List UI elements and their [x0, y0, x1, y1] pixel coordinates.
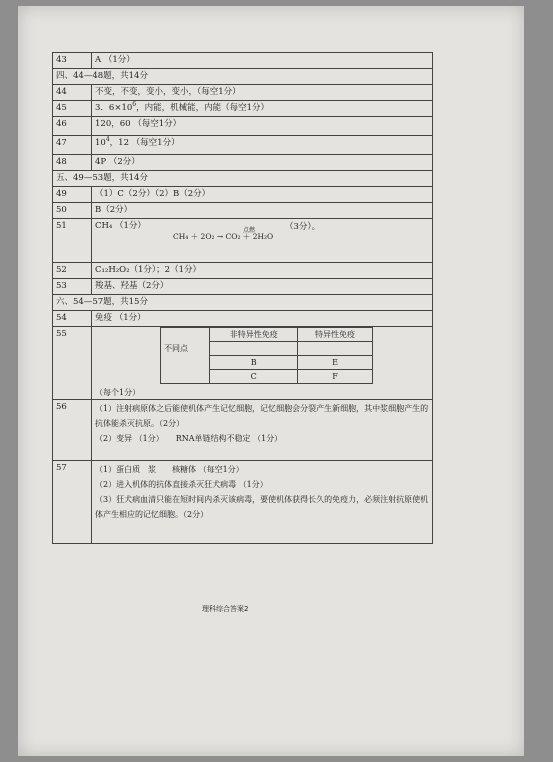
- answer: [92, 400, 433, 461]
- column-header: 特异性免疫: [298, 328, 373, 342]
- table-cell: [210, 342, 298, 356]
- answer-part: ，内能，机械能，内能（每空1分）: [136, 103, 270, 113]
- answer: （1）C（2分）（2）B（2分）: [92, 187, 433, 203]
- question-number: 53: [53, 279, 92, 295]
- table-cell: B: [210, 356, 298, 370]
- question-number: 48: [53, 155, 92, 171]
- table-row: [53, 155, 433, 171]
- answer: C₁₂H₂O₂（1分）；2（1分）: [92, 263, 433, 279]
- table-row: [53, 311, 433, 327]
- empty-cell: [161, 370, 210, 384]
- reaction-condition: 点燃: [243, 227, 256, 234]
- table-row: [53, 219, 433, 263]
- answer: [92, 461, 433, 544]
- question-number: 45: [53, 101, 92, 117]
- table-cell: E: [298, 356, 373, 370]
- section-header: [53, 171, 433, 187]
- question-number: 47: [53, 136, 92, 155]
- equation-text: CH₄ ＋ 2O₂ → CO₂ ＋ 2H₂O: [173, 232, 274, 241]
- row-label: 不同点: [161, 342, 210, 356]
- question-number: 54: [53, 311, 92, 327]
- table-row: [53, 117, 433, 136]
- column-header: 非特异性免疫: [210, 328, 298, 342]
- answer-line: （3）狂犬病血清只能在短时间内杀灭该病毒，要使机体获得长久的免疫力，必须注射抗原使机体产生相应的记忆细胞。（2分）: [95, 495, 429, 519]
- answer: 4P （2分）: [92, 155, 433, 171]
- answer: 120，60 （每空1分）: [92, 117, 433, 136]
- section-header: [53, 295, 433, 311]
- table-row: [53, 400, 433, 461]
- answer-part: CH₄ （1分）: [95, 221, 146, 231]
- table-row: [53, 203, 433, 219]
- table-row: [53, 187, 433, 203]
- answer: [92, 136, 433, 155]
- answer: 免疫 （1分）: [92, 311, 433, 327]
- question-number: 52: [53, 263, 92, 279]
- table-row: [53, 53, 433, 69]
- question-number: 57: [53, 461, 92, 544]
- answer: 不变，不变，变小，变小，（每空1分）: [92, 85, 433, 101]
- answer: [92, 101, 433, 117]
- table-row: [53, 101, 433, 117]
- question-number: 51: [53, 219, 92, 263]
- table-row: [53, 327, 433, 400]
- answer-part: 10: [95, 138, 106, 148]
- answer-part: （3分）。: [285, 222, 321, 232]
- section-title: 四、44—48题，共14分: [53, 69, 433, 85]
- table-row: [53, 461, 433, 544]
- answer-part: 3．6×10: [95, 103, 133, 113]
- table-row: [53, 136, 433, 155]
- immunity-table: [160, 327, 373, 384]
- table-row: [53, 279, 433, 295]
- table-row: [53, 263, 433, 279]
- question-number: 49: [53, 187, 92, 203]
- empty-cell: [161, 328, 210, 342]
- section-title: 六、54—57题，共15分: [53, 295, 433, 311]
- answer-table: [52, 52, 433, 544]
- question-number: 44: [53, 85, 92, 101]
- table-cell: C: [210, 370, 298, 384]
- answer: [92, 327, 433, 400]
- exponent: 6: [132, 101, 137, 109]
- answer-line: （2）变异 （1分） RNA单链结构不稳定 （1分）: [95, 434, 283, 443]
- section-title: 五、49—53题，共14分: [53, 171, 433, 187]
- question-number: 50: [53, 203, 92, 219]
- table-row: [53, 85, 433, 101]
- question-number: 55: [53, 327, 92, 400]
- answer: B（2分）: [92, 203, 433, 219]
- table-cell: [298, 342, 373, 356]
- section-header: [53, 69, 433, 85]
- exponent: 4: [105, 136, 110, 144]
- question-number: 46: [53, 117, 92, 136]
- page-footer: 理科综合答案2: [202, 605, 249, 613]
- question-number: 56: [53, 400, 92, 461]
- answer-part: ，12 （每空1分）: [109, 138, 180, 148]
- answer: A （1分）: [92, 53, 433, 69]
- question-number: 43: [53, 53, 92, 69]
- answer: [92, 219, 433, 263]
- answer-line: （2）进入机体的抗体直接杀灭狂犬病毒 （1分）: [95, 480, 268, 489]
- answer-line: （1）注射病原体之后能使机体产生记忆细胞，记忆细胞会分裂产生新细胞，其中浆细胞产生的抗体能杀灭抗原。（2分）: [95, 404, 429, 428]
- answer: 羧基、羟基（2分）: [92, 279, 433, 295]
- table-cell: F: [298, 370, 373, 384]
- answer-line: （1）蛋白质 浆 核糖体 （每空1分）: [95, 465, 244, 474]
- score-note: （每个1分）: [95, 388, 141, 397]
- chemical-equation: [95, 220, 429, 250]
- empty-cell: [161, 356, 210, 370]
